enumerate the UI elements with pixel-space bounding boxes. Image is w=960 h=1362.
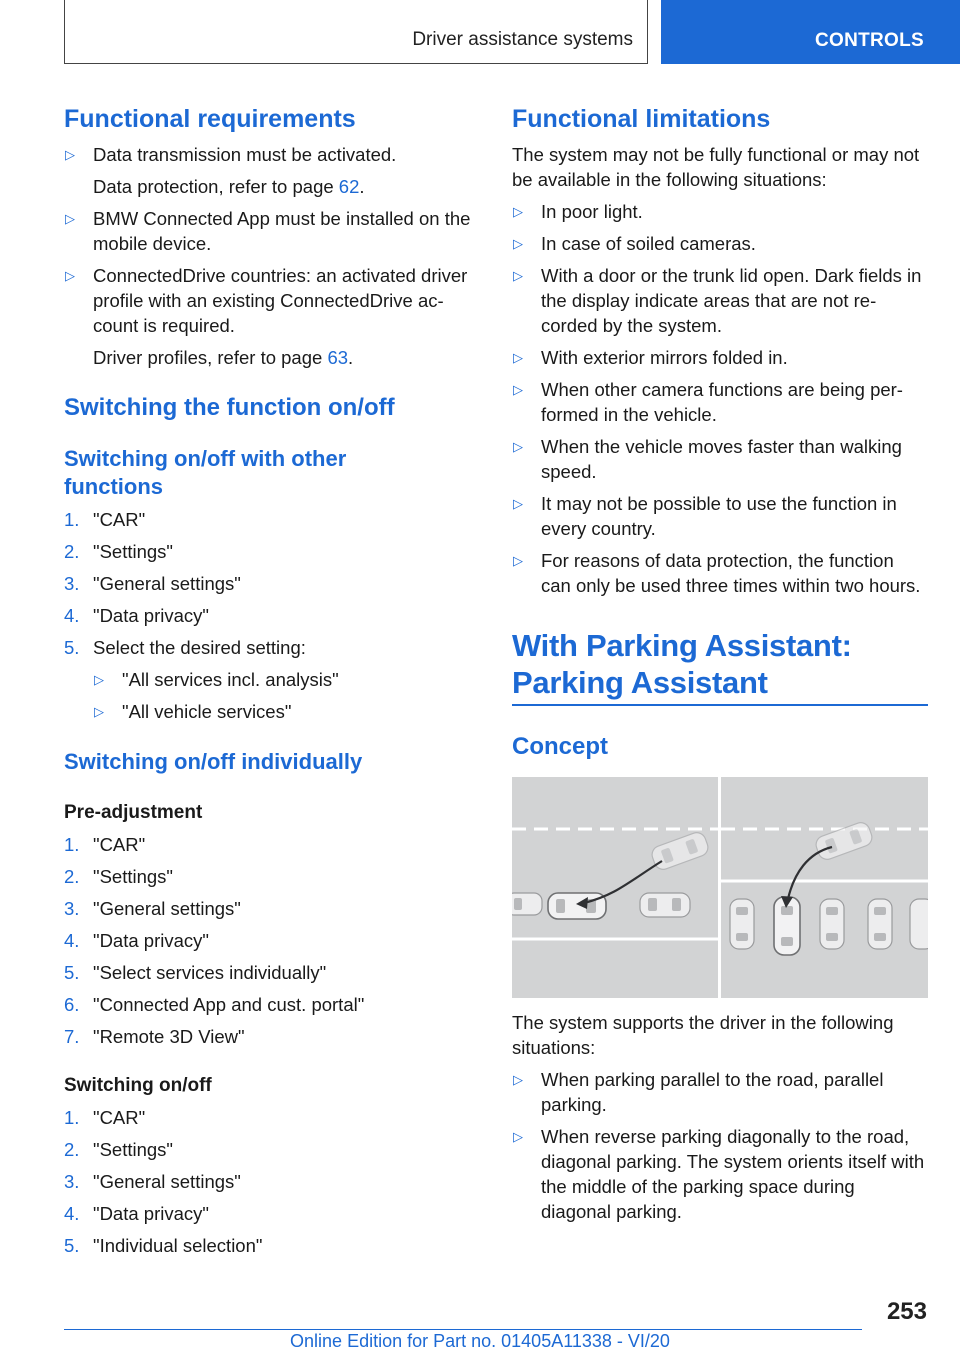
- parking-intro: The system supports the driver in the following situations:: [512, 1012, 894, 1058]
- pre-adjustment-heading: Pre-adjustment: [64, 802, 203, 823]
- pre-adjustment-steps: [64, 832, 482, 1049]
- switching-heading: Switching the function on/off: [64, 394, 395, 421]
- triangle-bullet-icon: ▷: [513, 350, 523, 365]
- triangle-bullet-icon: ▷: [65, 147, 75, 162]
- list-item: 3. "General settings": [64, 1171, 241, 1192]
- list-item: ▷ It may not be possible to use the function in every country.: [513, 493, 897, 539]
- limitations-intro: The system may not be fully functional or may not be available in the following situations:: [512, 144, 920, 190]
- with-other-options: [64, 667, 482, 724]
- triangle-bullet-icon: ▷: [513, 496, 523, 511]
- list-item: 4. "Data privacy": [64, 605, 209, 626]
- header-section-label: Driver assistance systems: [412, 29, 633, 50]
- list-item: ▷ Data transmission must be activated. Data protection, refer to page 62.: [65, 144, 397, 197]
- list-item: ▷ When parking parallel to the road, parallel parking.: [513, 1069, 884, 1115]
- list-item: 4. "Data privacy": [64, 1203, 209, 1224]
- footer-edition-label: Online Edition for Part no. 01405A11338 - VI/20: [290, 1331, 670, 1351]
- header-section: [64, 0, 648, 64]
- list-item: ▷ "All vehicle services": [94, 701, 292, 722]
- requirements-list: [64, 142, 482, 370]
- list-item: 3. "General settings": [64, 573, 241, 594]
- list-item: 1. "CAR": [64, 509, 146, 530]
- list-item: ▷ When reverse parking diagonally to the road, diagonal parking. The system orients itself with the middle of the parking space during diagonal parking.: [513, 1126, 925, 1222]
- list-item: ▷ In case of soiled cameras.: [513, 233, 756, 254]
- page-link-62[interactable]: 62: [338, 176, 360, 197]
- switching-onoff-steps: [64, 1105, 482, 1258]
- header-chapter-label: CONTROLS: [815, 30, 925, 51]
- functional-limitations-heading: Functional limitations: [512, 105, 771, 133]
- list-item: 7. "Remote 3D View": [64, 1026, 245, 1047]
- list-item: ▷ For reasons of data protection, the function can only be used three times within two hours.: [513, 550, 921, 596]
- triangle-bullet-icon: ▷: [94, 704, 104, 719]
- list-item: ▷ "All services incl. analysis": [94, 669, 339, 690]
- page-link-63[interactable]: 63: [327, 347, 349, 368]
- list-item: 6. "Connected App and cust. portal": [64, 994, 365, 1015]
- list-item: ▷ With a door or the trunk lid open. Dark fields in the display indicate areas that are not re-corded by the system.: [513, 265, 922, 336]
- right-column: [512, 104, 928, 1224]
- concept-heading: Concept: [512, 733, 608, 760]
- list-item: 1. "CAR": [64, 1107, 146, 1128]
- triangle-bullet-icon: ▷: [65, 211, 75, 226]
- list-item: 3. "General settings": [64, 898, 241, 919]
- header-chapter: [661, 0, 960, 64]
- list-item: ▷ BMW Connected App must be installed on the mobile device.: [65, 208, 471, 254]
- parallel-parking-scene: [512, 829, 718, 939]
- list-item: 4. "Data privacy": [64, 930, 209, 951]
- parking-assistant-heading: With Parking Assistant: Parking Assistant: [512, 628, 852, 700]
- list-item: 5. "Select services individually": [64, 962, 327, 983]
- parking-illustration: [512, 777, 928, 998]
- list-item: 1. "CAR": [64, 834, 146, 855]
- diagonal-parking-scene: [721, 820, 928, 955]
- list-item: ▷ With exterior mirrors folded in.: [513, 347, 788, 368]
- triangle-bullet-icon: ▷: [94, 672, 104, 687]
- list-item: ▷ When the vehicle moves faster than walking speed.: [513, 436, 902, 482]
- triangle-bullet-icon: ▷: [513, 236, 523, 251]
- page-number: 253: [886, 1298, 927, 1325]
- list-item: ▷ In poor light.: [513, 201, 643, 222]
- with-other-steps: [64, 507, 482, 660]
- list-item: 2. "Settings": [64, 541, 173, 562]
- list-item: 2. "Settings": [64, 1139, 173, 1160]
- list-item: 5. Select the desired setting:: [64, 637, 306, 658]
- limitations-list: [512, 199, 928, 598]
- triangle-bullet-icon: ▷: [513, 204, 523, 219]
- triangle-bullet-icon: ▷: [513, 1129, 523, 1144]
- with-other-functions-heading: Switching on/off with other functions: [64, 446, 347, 499]
- parking-assistant-heading-block: [512, 627, 928, 706]
- parking-list: [512, 1067, 928, 1224]
- list-item: ▷ When other camera functions are being per-formed in the vehicle.: [513, 379, 903, 425]
- individually-heading: Switching on/off individually: [64, 749, 363, 774]
- footer-edition: [0, 1331, 960, 1352]
- parking-diagram-svg: [512, 777, 928, 998]
- triangle-bullet-icon: ▷: [513, 439, 523, 454]
- switching-onoff-heading: Switching on/off: [64, 1075, 212, 1096]
- footer-rule: [64, 1329, 862, 1330]
- list-item: ▷ ConnectedDrive countries: an activated driver profile with an existing ConnectedDrive ac-count is required. Driver profiles, refer to page 63.: [65, 265, 468, 368]
- left-column: [64, 104, 482, 1258]
- triangle-bullet-icon: ▷: [513, 382, 523, 397]
- triangle-bullet-icon: ▷: [513, 553, 523, 568]
- triangle-bullet-icon: ▷: [65, 268, 75, 283]
- triangle-bullet-icon: ▷: [513, 268, 523, 283]
- triangle-bullet-icon: ▷: [513, 1072, 523, 1087]
- list-item: 5. "Individual selection": [64, 1235, 263, 1256]
- functional-requirements-heading: Functional requirements: [64, 105, 356, 133]
- list-item: 2. "Settings": [64, 866, 173, 887]
